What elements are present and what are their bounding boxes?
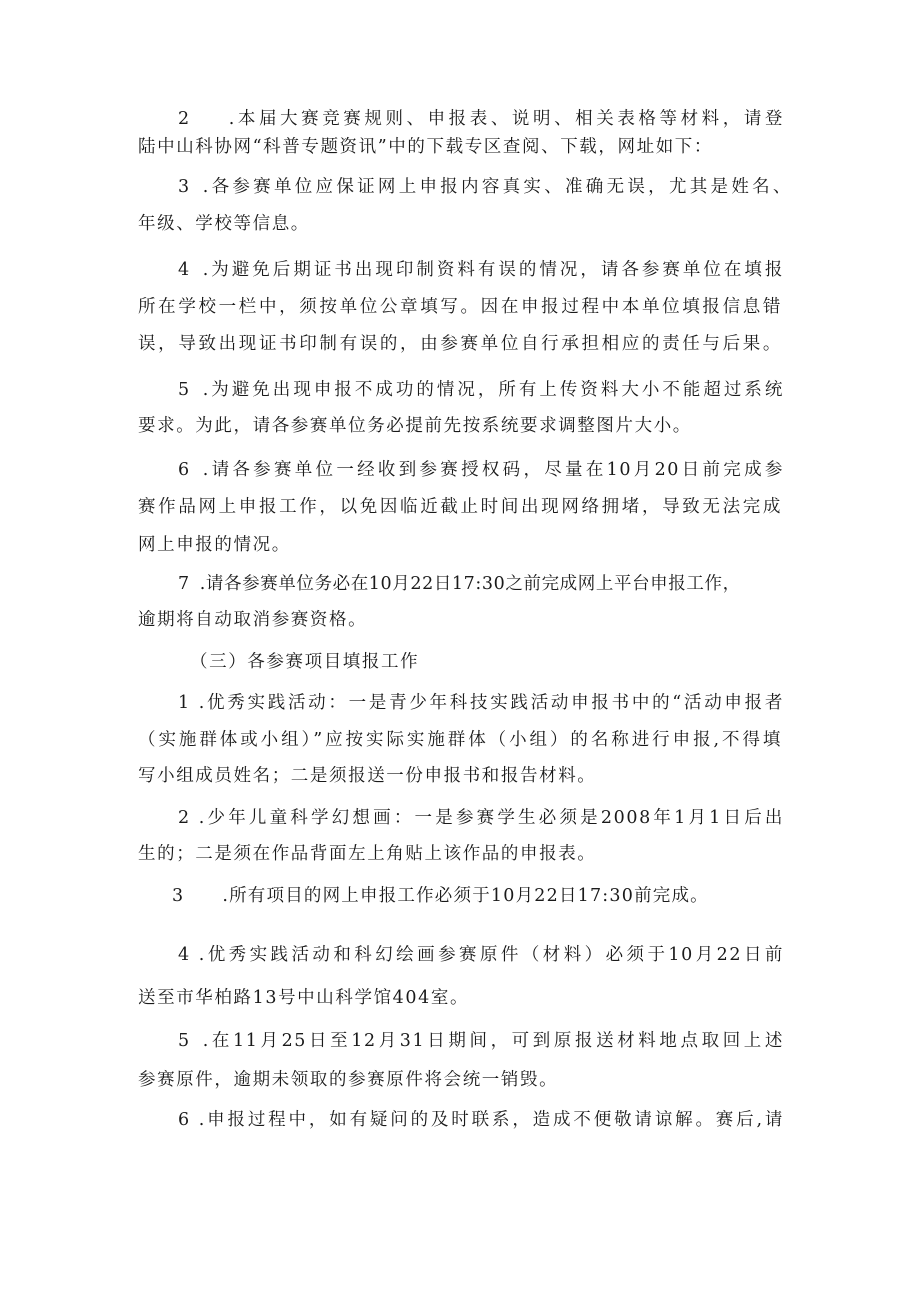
line-text: .各参赛单位应保证网上申报内容真实、准确无误，尤其是姓名、 — [202, 177, 792, 197]
item-number: 4 — [178, 260, 191, 280]
line-text: .申报过程中，如有疑问的及时联系，造成不便敬请谅解。赛后,请 — [198, 1110, 784, 1130]
paragraph-4-line-2: 所在学校一栏中，须按单位公章填写。因在申报过程中本单位填报信息错 — [138, 297, 782, 317]
item-5-line-2: 参赛原件，逾期未领取的参赛原件将会统一销毁。 — [138, 1070, 559, 1090]
line-text: .在11月25日至12月31日期间，可到原报送材料地点取回上述 — [202, 1031, 784, 1051]
item-number: 7 — [178, 574, 190, 594]
paragraph-6-line-1 — [178, 458, 784, 482]
item-number: 2 — [178, 109, 191, 129]
paragraph-7-line-2: 逾期将自动取消参赛资格。 — [138, 610, 368, 630]
item-5-line-1 — [178, 1029, 784, 1053]
item-number: 5 — [178, 380, 191, 400]
item-2-line-1 — [178, 806, 784, 830]
paragraph-3-line-2: 年级、学校等信息。 — [138, 214, 310, 234]
item-number: 3 — [178, 177, 191, 197]
paragraph-4-line-1 — [178, 258, 784, 282]
line-text: .为避免出现申报不成功的情况，所有上传资料大小不能超过系统 — [202, 380, 784, 400]
paragraph-6-line-2: 赛作品网上申报工作，以免因临近截止时间出现网络拥堵，导致无法完成 — [138, 497, 782, 517]
line-text: .少年儿童科学幻想画：一是参赛学生必须是2008年1月1日后出 — [198, 808, 784, 828]
paragraph-3-line-1 — [178, 175, 792, 199]
line-text: .优秀实践活动：一是青少年科技实践活动申报书中的“活动申报者 — [198, 693, 784, 713]
section-heading-3: （三）各参赛项目填报工作 — [190, 652, 420, 672]
item-1-line-1 — [178, 691, 784, 715]
paragraph-7-line-1 — [178, 572, 838, 596]
line-text: .请各参赛单位务必在10月22日17:30之前完成网上平台申报工作， — [199, 574, 741, 594]
paragraph-2-line-1 — [178, 107, 784, 131]
line-text: .本届大赛竞赛规则、申报表、说明、相关表格等材料，请登 — [228, 109, 784, 129]
paragraph-5-line-2: 要求。为此，请各参赛单位务必提前先按系统要求调整图片大小。 — [138, 416, 692, 436]
item-number: 6 — [178, 460, 191, 480]
line-text: .请各参赛单位一经收到参赛授权码，尽量在10月20日前完成参 — [202, 460, 784, 480]
line-text: .为避免后期证书出现印制资料有误的情况，请各参赛单位在填报 — [202, 260, 784, 280]
line-text: .优秀实践活动和科幻绘画参赛原件（材料）必须于10月22日前 — [198, 945, 784, 965]
item-number: 3 — [172, 886, 185, 906]
paragraph-5-line-1 — [178, 378, 784, 402]
item-number: 6 — [178, 1110, 191, 1130]
paragraph-6-line-3: 网上申报的情况。 — [138, 535, 291, 555]
item-2-line-2: 生的；二是须在作品背面左上角贴上该作品的申报表。 — [138, 844, 597, 864]
paragraph-4-line-3: 误，导致出现证书印制有误的，由参赛单位自行承担相应的责任与后果。 — [138, 334, 782, 354]
item-6-line-1 — [178, 1108, 784, 1132]
item-number: 2 — [178, 808, 191, 828]
item-1-line-2: （实施群体或小组）”应按实际实施群体（小组）的名称进行申报,不得填 — [138, 730, 782, 750]
item-4-line-2: 送至市华柏路13号中山科学馆404室。 — [138, 988, 470, 1008]
item-1-line-3: 写小组成员姓名；二是须报送一份申报书和报告材料。 — [138, 766, 597, 786]
item-number: 4 — [178, 945, 191, 965]
item-number: 5 — [178, 1031, 191, 1051]
item-number: 1 — [178, 693, 191, 713]
item-3-line-1 — [172, 884, 832, 908]
item-4-line-1 — [178, 943, 784, 967]
paragraph-2-line-2: 陆中山科协网“科普专题资讯”中的下载专区查阅、下载，网址如下： — [138, 137, 713, 157]
line-text: .所有项目的网上申报工作必须于10月22日17:30前完成。 — [222, 886, 709, 906]
